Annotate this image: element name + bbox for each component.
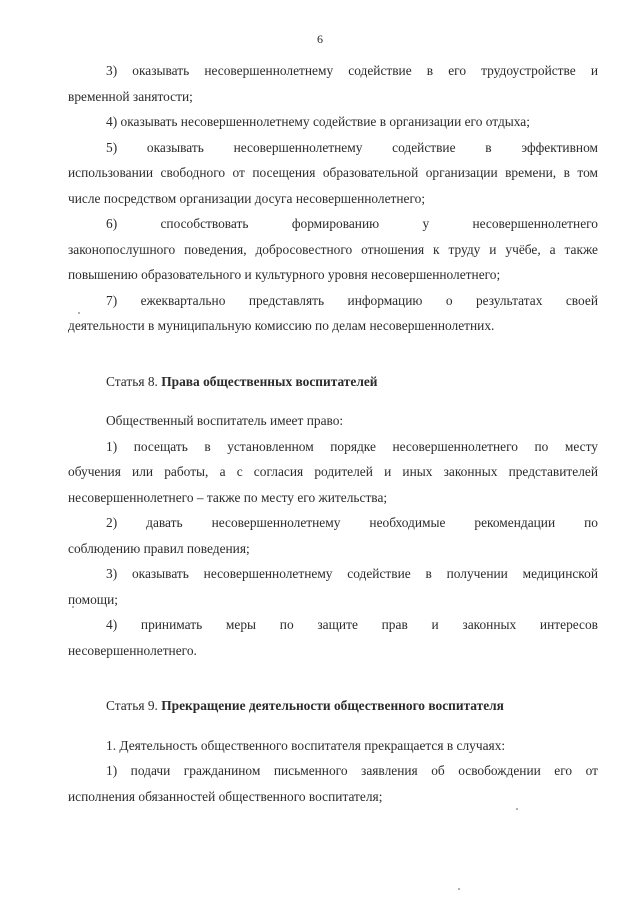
article-8-heading bbox=[68, 369, 598, 395]
article-9-intro: 1. Деятельность общественного воспитателя прекращается в случаях: bbox=[106, 737, 506, 753]
list-item-continuation: соблюдению правил поведения; bbox=[68, 540, 250, 556]
page-number: 6 bbox=[317, 32, 323, 46]
list-item-first-line: 6) способствовать формированию у несовершеннолетнего bbox=[106, 216, 598, 231]
article-8-rights-list bbox=[68, 434, 598, 664]
list-item-continuation: деятельности в муниципальную комиссию по делам несовершеннолетних. bbox=[68, 318, 495, 333]
scan-speck bbox=[78, 312, 80, 314]
list-item-continuation: обучения или работы, а с согласия родителей и иных законных представителей несовершеннолетнего – также по месту его жительства; bbox=[68, 464, 598, 505]
duties-list bbox=[68, 58, 598, 339]
list-item-first-line: 5) оказывать несовершеннолетнему содействие в эффективном bbox=[106, 139, 598, 155]
list-item bbox=[68, 288, 598, 339]
list-item bbox=[68, 135, 598, 212]
list-item bbox=[68, 109, 598, 135]
list-item-continuation: использовании свободного от посещения образовательной организации времени, в том числе посредством организации досуга несовершеннолетнего; bbox=[68, 165, 598, 206]
document-body bbox=[68, 58, 598, 809]
list-item-first-line: 4) принимать меры по защите прав и законных интересов bbox=[106, 617, 598, 632]
list-item-continuation: помощи; bbox=[68, 591, 118, 607]
list-item bbox=[68, 510, 598, 561]
article-8-intro: Общественный воспитатель имеет право: bbox=[106, 413, 344, 428]
list-item-first-line: 4) оказывать несовершеннолетнему содействие в организации его отдыха; bbox=[106, 114, 530, 129]
list-item-first-line: 7) ежеквартально представлять информацию о результатах своей bbox=[106, 292, 598, 308]
list-item-first-line: 3) оказывать несовершеннолетнему содействие в его трудоустройстве и bbox=[106, 63, 598, 78]
article-9-title: Прекращение деятельности общественного воспитателя bbox=[161, 698, 504, 713]
article-9-prefix: Статья 9. bbox=[106, 698, 162, 713]
list-item bbox=[68, 434, 598, 511]
list-item-first-line: 3) оказывать несовершеннолетнему содействие в получении медицинской bbox=[106, 566, 598, 581]
scan-speck bbox=[516, 808, 518, 810]
article-9-heading bbox=[68, 693, 598, 719]
list-item-first-line: 2) давать несовершеннолетнему необходимые рекомендации по bbox=[106, 515, 598, 530]
list-item-continuation: временной занятости; bbox=[68, 88, 193, 104]
list-item bbox=[68, 758, 598, 809]
list-item-first-line: 1) посещать в установленном порядке несовершеннолетнего по месту bbox=[106, 438, 598, 454]
list-item-first-line: 1) подачи гражданином письменного заявления об освобождении его от bbox=[106, 763, 598, 778]
list-item bbox=[68, 211, 598, 288]
list-item bbox=[68, 561, 598, 612]
scan-speck bbox=[72, 606, 74, 608]
list-item bbox=[68, 612, 598, 663]
list-item bbox=[68, 58, 598, 109]
article-8-prefix: Статья 8. bbox=[106, 373, 162, 389]
article-9-cases-list bbox=[68, 758, 598, 809]
list-item-continuation: законопослушного поведения, добросовестного отношения к труду и учёбе, а также повышению образовательного и культурного уровня несовершеннолетнего; bbox=[68, 241, 598, 282]
list-item-continuation: исполнения обязанностей общественного воспитателя; bbox=[68, 788, 383, 804]
article-8-title: Права общественных воспитателей bbox=[161, 373, 378, 389]
list-item-continuation: несовершеннолетнего. bbox=[68, 642, 197, 658]
scan-speck bbox=[458, 888, 460, 890]
